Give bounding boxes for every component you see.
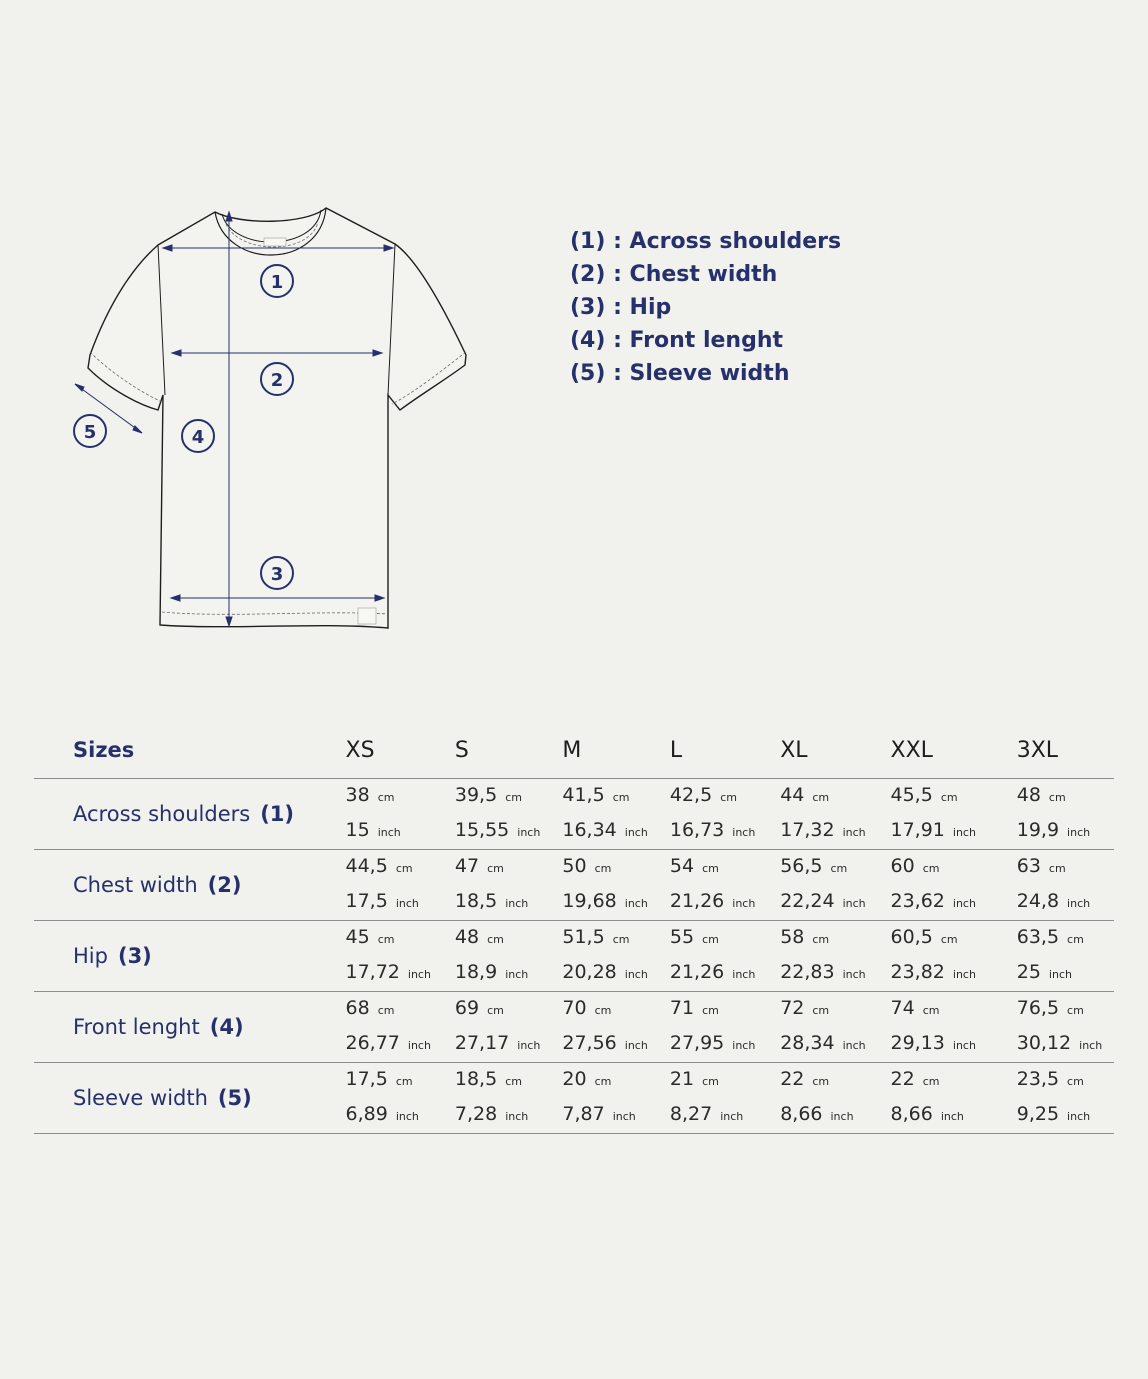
cm-value: 69 cm <box>454 997 504 1019</box>
size-header: XS <box>345 737 375 763</box>
svg-text:1: 1 <box>270 272 284 293</box>
inch-value: 23,82 inch <box>890 961 976 983</box>
inch-value: 19,68 inch <box>562 890 648 912</box>
size-value-cell <box>455 779 563 850</box>
table-row <box>34 992 1114 1063</box>
marker-4 <box>182 420 214 452</box>
size-value-cell <box>346 1063 455 1134</box>
cm-value: 70 cm <box>562 997 612 1019</box>
row-label <box>34 850 346 921</box>
legend-item: (4) : Front lenght <box>570 328 784 353</box>
cm-value: 39,5 cm <box>454 784 522 806</box>
size-chart-table <box>34 722 1114 1134</box>
cm-value: 17,5 cm <box>345 1068 413 1090</box>
size-value-cell <box>891 850 1017 921</box>
size-value-cell <box>455 992 563 1063</box>
cm-value: 56,5 cm <box>780 855 848 877</box>
measurement-number: (1) <box>260 802 294 826</box>
measurement-number: (5) <box>217 1086 252 1110</box>
inch-value: 18,9 inch <box>454 961 529 983</box>
cm-value: 72 cm <box>780 997 830 1019</box>
cm-value: 63,5 cm <box>1016 926 1084 948</box>
inch-value: 7,28 inch <box>454 1103 529 1125</box>
svg-text:2: 2 <box>270 370 284 391</box>
cm-value: 47 cm <box>454 855 504 877</box>
cm-value: 45 cm <box>345 926 395 948</box>
measurement-number: (2) <box>207 873 242 897</box>
cm-value: 60,5 cm <box>890 926 958 948</box>
size-value-cell <box>346 779 455 850</box>
measurement-name: Across shoulders <box>73 802 251 826</box>
cm-value: 54 cm <box>669 855 719 877</box>
inch-value: 30,12 inch <box>1016 1032 1103 1054</box>
inch-value: 22,83 inch <box>780 961 866 983</box>
measurement-name: Chest width <box>73 873 198 897</box>
inch-value: 27,95 inch <box>669 1032 756 1054</box>
cm-value: 21 cm <box>669 1068 719 1090</box>
size-value-cell <box>562 779 670 850</box>
cm-value: 23,5 cm <box>1016 1068 1084 1090</box>
inch-value: 24,8 inch <box>1016 890 1091 912</box>
measurement-number: (4) <box>209 1015 244 1039</box>
inch-value: 15,55 inch <box>454 819 541 841</box>
size-value-cell <box>346 992 455 1063</box>
inch-value: 17,91 inch <box>890 819 976 841</box>
size-value-cell <box>891 1063 1017 1134</box>
marker-2 <box>261 363 293 395</box>
table-row <box>34 779 1114 850</box>
size-value-cell <box>780 921 890 992</box>
size-value-cell <box>1017 992 1114 1063</box>
inch-value: 15 inch <box>345 819 401 841</box>
cm-value: 58 cm <box>780 926 830 948</box>
inch-value: 21,26 inch <box>669 890 756 912</box>
measurement-name: Front lenght <box>73 1015 200 1039</box>
size-value-cell <box>670 779 780 850</box>
neck-label <box>264 238 286 246</box>
inch-value: 7,87 inch <box>562 1103 636 1125</box>
inch-value: 17,72 inch <box>345 961 431 983</box>
inch-value: 6,89 inch <box>345 1103 419 1125</box>
svg-text:5: 5 <box>83 422 97 443</box>
cm-value: 44,5 cm <box>345 855 413 877</box>
inch-value: 8,27 inch <box>669 1103 744 1125</box>
size-value-cell <box>346 850 455 921</box>
legend-item: (1) : Across shoulders <box>570 229 842 254</box>
size-value-cell <box>670 1063 780 1134</box>
cm-value: 51,5 cm <box>562 926 630 948</box>
size-value-cell <box>780 779 890 850</box>
marker-5 <box>74 415 106 447</box>
inch-value: 27,56 inch <box>562 1032 648 1054</box>
inch-value: 16,73 inch <box>669 819 756 841</box>
measurement-number: (3) <box>117 944 152 968</box>
cm-value: 42,5 cm <box>669 784 737 806</box>
hem-label <box>358 608 376 624</box>
inch-value: 28,34 inch <box>780 1032 866 1054</box>
row-label <box>34 992 346 1063</box>
cm-value: 22 cm <box>780 1068 830 1090</box>
cm-value: 41,5 cm <box>562 784 630 806</box>
inch-value: 16,34 inch <box>562 819 648 841</box>
cm-value: 76,5 cm <box>1016 997 1084 1019</box>
size-value-cell <box>1017 921 1114 992</box>
size-header: XXL <box>890 737 933 763</box>
size-header: S <box>454 737 469 763</box>
table-header-row <box>34 722 1114 779</box>
inch-value: 27,17 inch <box>454 1032 541 1054</box>
cm-value: 63 cm <box>1016 855 1066 877</box>
cm-value: 48 cm <box>1016 784 1066 806</box>
size-value-cell <box>346 921 455 992</box>
cm-value: 20 cm <box>562 1068 612 1090</box>
row-label <box>34 779 346 850</box>
cm-value: 22 cm <box>890 1068 940 1090</box>
inch-value: 8,66 inch <box>890 1103 964 1125</box>
inch-value: 17,5 inch <box>345 890 419 912</box>
size-value-cell <box>455 1063 563 1134</box>
cm-value: 48 cm <box>454 926 504 948</box>
size-value-cell <box>1017 1063 1114 1134</box>
size-value-cell <box>562 850 670 921</box>
legend-item: (5) : Sleeve width <box>570 361 790 386</box>
size-header: L <box>669 737 683 763</box>
tshirt-diagram <box>60 190 490 650</box>
size-value-cell <box>780 1063 890 1134</box>
cm-value: 60 cm <box>890 855 940 877</box>
inch-value: 9,25 inch <box>1016 1103 1091 1125</box>
size-header: M <box>562 737 582 763</box>
inch-value: 17,32 inch <box>780 819 866 841</box>
size-value-cell <box>670 921 780 992</box>
measurement-name: Hip <box>73 944 108 968</box>
size-value-cell <box>562 1063 670 1134</box>
size-value-cell <box>562 921 670 992</box>
size-value-cell <box>1017 779 1114 850</box>
size-value-cell <box>455 850 563 921</box>
inch-value: 22,24 inch <box>780 890 866 912</box>
inch-value: 19,9 inch <box>1016 819 1091 841</box>
size-value-cell <box>670 992 780 1063</box>
cm-value: 38 cm <box>345 784 395 806</box>
size-value-cell <box>780 850 890 921</box>
size-value-cell <box>670 850 780 921</box>
cm-value: 71 cm <box>669 997 719 1019</box>
size-value-cell <box>562 992 670 1063</box>
inch-value: 18,5 inch <box>454 890 529 912</box>
legend-item: (3) : Hip <box>570 295 672 320</box>
size-value-cell <box>891 779 1017 850</box>
size-header: 3XL <box>1016 737 1059 763</box>
cm-value: 68 cm <box>345 997 395 1019</box>
size-value-cell <box>891 921 1017 992</box>
legend-item: (2) : Chest width <box>570 262 778 287</box>
table-row <box>34 850 1114 921</box>
cm-value: 18,5 cm <box>454 1068 522 1090</box>
measurement-name: Sleeve width <box>73 1086 208 1110</box>
cm-value: 44 cm <box>780 784 830 806</box>
cm-value: 74 cm <box>890 997 940 1019</box>
marker-3 <box>261 557 293 589</box>
measurement-legend <box>570 225 841 390</box>
inch-value: 25 inch <box>1016 961 1072 983</box>
inch-value: 8,66 inch <box>780 1103 854 1125</box>
row-label <box>34 1063 346 1134</box>
cm-value: 45,5 cm <box>890 784 958 806</box>
size-value-cell <box>455 921 563 992</box>
size-value-cell <box>891 992 1017 1063</box>
inch-value: 29,13 inch <box>890 1032 976 1054</box>
table-row <box>34 921 1114 992</box>
cm-value: 55 cm <box>669 926 719 948</box>
row-label <box>34 921 346 992</box>
svg-text:4: 4 <box>191 427 205 448</box>
size-header: XL <box>780 737 808 763</box>
inch-value: 23,62 inch <box>890 890 976 912</box>
svg-text:3: 3 <box>270 564 284 585</box>
inch-value: 20,28 inch <box>562 961 648 983</box>
table-row <box>34 1063 1114 1134</box>
inch-value: 21,26 inch <box>669 961 756 983</box>
size-value-cell <box>1017 850 1114 921</box>
cm-value: 50 cm <box>562 855 612 877</box>
size-value-cell <box>780 992 890 1063</box>
marker-1 <box>261 265 293 297</box>
inch-value: 26,77 inch <box>345 1032 431 1054</box>
sizes-header: Sizes <box>73 738 135 762</box>
